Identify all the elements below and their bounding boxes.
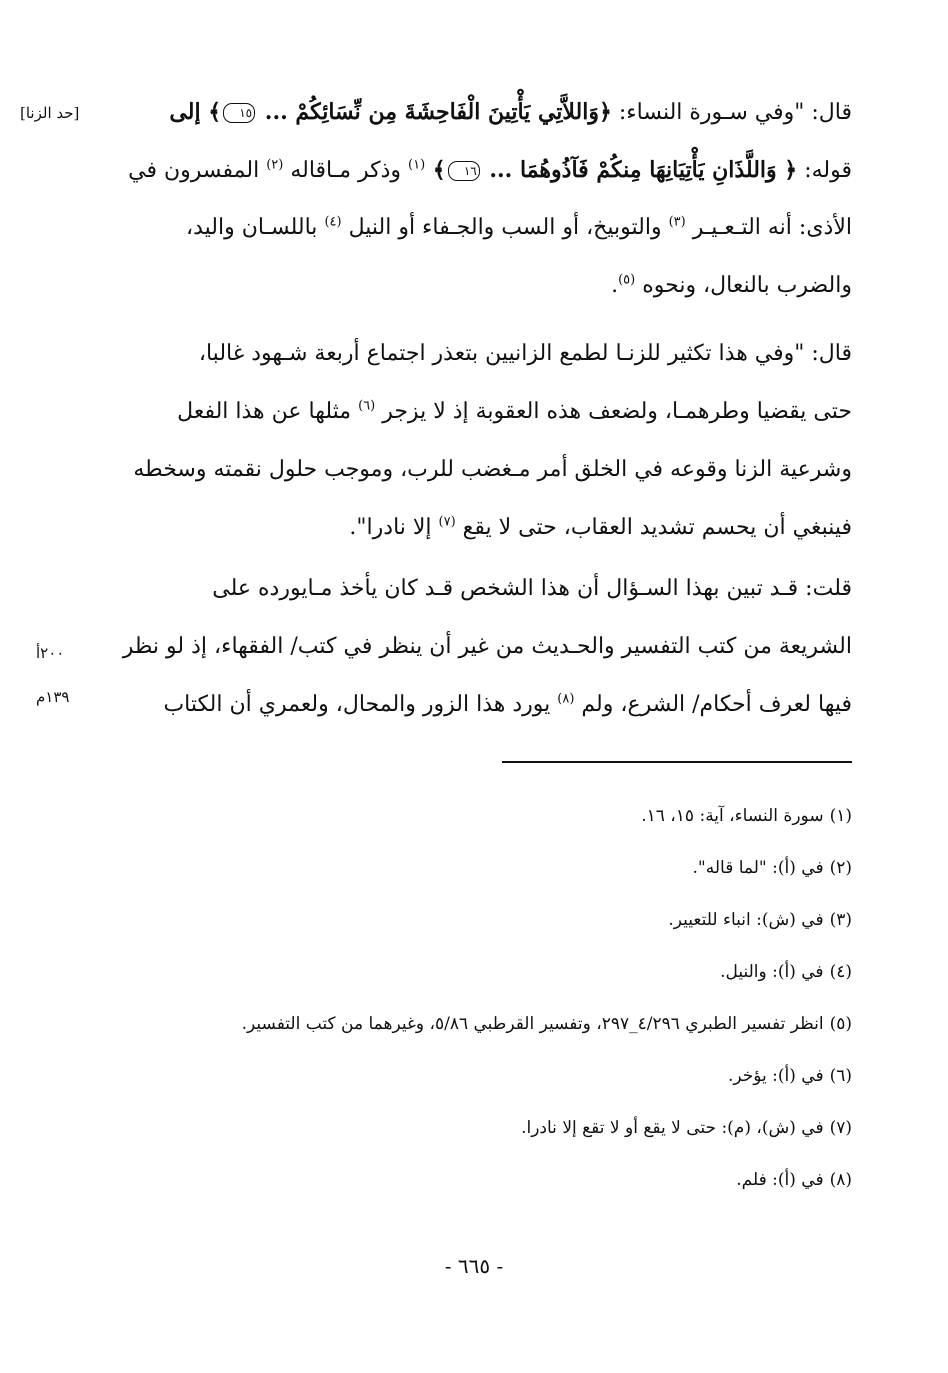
text-segment: قال: "وفي سـورة النساء: — [611, 100, 852, 125]
footnote-8 — [92, 1164, 852, 1216]
paragraph-1-line-2 — [112, 150, 852, 190]
paragraph-1-line-4 — [112, 266, 852, 306]
footnote-number: (٤) — [829, 962, 852, 982]
paragraph-3-line-3 — [112, 685, 852, 725]
footnote-ref-8: (٨) — [557, 691, 575, 707]
margin-section-label: [حد الزنا] — [20, 104, 80, 122]
footnote-1 — [92, 800, 852, 852]
paragraph-1-line-1 — [112, 92, 852, 132]
footnote-ref-2: (٢) — [266, 157, 284, 173]
footnote-3 — [92, 904, 852, 956]
footnote-number: (٥) — [829, 1014, 852, 1034]
footnote-separator — [502, 761, 852, 763]
ayah-number-marker: ١٥ — [223, 103, 255, 123]
quran-verse-close: ﴾ إلى — [169, 99, 222, 125]
text-segment: يورد هذا الزور والمحال، ولعمري أن الكتاب — [163, 692, 558, 717]
paragraph-2-line-2 — [112, 392, 852, 432]
footnote-7 — [92, 1112, 852, 1164]
paragraph-2-line-3: وشرعية الزنا وقوعه في الخلق أمر مـغضب للرب، وموجب حلول نقمته وسخطه — [133, 457, 852, 482]
footnote-5 — [92, 1008, 852, 1060]
footnote-text: في (ش): انباء للتعيير. — [668, 910, 824, 930]
footnote-ref-1: (١) — [408, 157, 426, 173]
text-segment: المفسرون في — [128, 158, 267, 183]
paragraph-3-line-1: قلت: قـد تبين بهذا السـؤال أن هذا الشخص قـد كان يأخذ مـايورده على — [212, 576, 852, 601]
footnote-2 — [92, 852, 852, 904]
footnote-text: في (أ): يؤخر. — [727, 1066, 824, 1086]
text-segment: فيها لعرف أحكام/ الشرع، ولم — [574, 692, 852, 717]
footnote-4 — [92, 956, 852, 1008]
footnote-number: (١) — [829, 806, 852, 826]
text-segment: باللسـان واليد، — [185, 215, 325, 240]
text-segment: قوله: — [797, 158, 852, 183]
footnote-text: في (أ): "لما قاله". — [692, 858, 824, 878]
paragraph-2-line-4 — [112, 508, 852, 548]
text-segment: والضرب بالنعال، ونحوه — [635, 273, 852, 298]
ayah-number-marker: ١٦ — [448, 161, 480, 181]
footnote-text: انظر تفسير الطبري ٤/٢٩٦_٢٩٧، وتفسير القرطبي ٥/٨٦، وغيرهما من كتب التفسير. — [241, 1014, 824, 1034]
page-number: - ٦٦٥ - — [444, 1254, 504, 1278]
footnote-text: في (أ): فلم. — [736, 1170, 824, 1190]
margin-folio-a: ٢٠٠أ — [36, 644, 65, 662]
footnotes — [92, 800, 852, 1216]
footnote-number: (٧) — [829, 1118, 852, 1138]
footnote-text: سورة النساء، آية: ١٥، ١٦. — [641, 806, 824, 826]
footnote-number: (٦) — [829, 1066, 852, 1086]
footnote-number: (٣) — [829, 910, 852, 930]
text-segment: حتى يقضيا وطرهمـا، ولضعف هذه العقوبة إذ لا يزجر — [375, 399, 852, 424]
footnote-ref-6: (٦) — [358, 398, 376, 414]
footnote-ref-3: (٣) — [668, 214, 686, 230]
paragraph-1-line-3 — [112, 208, 852, 248]
paragraph-3-line-2: الشريعة من كتب التفسير والحـديث من غير أن ينظر في كتب/ الفقهاء، إذ لو نظر — [122, 634, 852, 659]
text-segment: وذكر مـاقاله — [283, 158, 408, 183]
text-segment: مثلها عن هذا الفعل — [177, 399, 359, 424]
footnote-6 — [92, 1060, 852, 1112]
footnote-number: (٨) — [829, 1170, 852, 1190]
quran-verse: ﴿ وَاللَّذَانِ يَأْتِيَانِهَا مِنكُمْ فَآذُوهُمَا ... — [481, 157, 798, 183]
text-segment: فينبغي أن يحسم تشديد العقاب، حتى لا يقع — [455, 515, 852, 540]
text-segment: إلا نادرا". — [349, 515, 439, 540]
text-segment: والتوبيخ، أو السب والجـفاء أو النيل — [341, 215, 669, 240]
footnote-number: (٢) — [829, 858, 852, 878]
footnote-ref-5: (٥) — [618, 272, 636, 288]
text-segment: . — [611, 273, 619, 298]
text-segment: الأذى: أنه التـعـيـر — [685, 215, 852, 240]
paragraph-2-line-1: قال: "وفي هذا تكثير للزنـا لطمع الزانيين بتعذر اجتماع أربعة شـهود غالبا، — [198, 341, 852, 366]
footnote-ref-4: (٤) — [324, 214, 342, 230]
footnote-ref-7: (٧) — [438, 514, 456, 530]
quran-verse: ﴿وَاللاَّتِي يَأْتِينَ الْفَاحِشَةَ مِن نِّسَائِكُمْ ... — [257, 99, 612, 125]
footnote-text: في (أ): والنيل. — [720, 962, 824, 982]
margin-folio-m: ١٣٩م — [36, 688, 70, 706]
footnote-text: في (ش)، (م): حتى لا يقع أو لا تقع إلا نادرا. — [521, 1118, 824, 1138]
quran-verse-close: ﴾ — [425, 157, 446, 183]
